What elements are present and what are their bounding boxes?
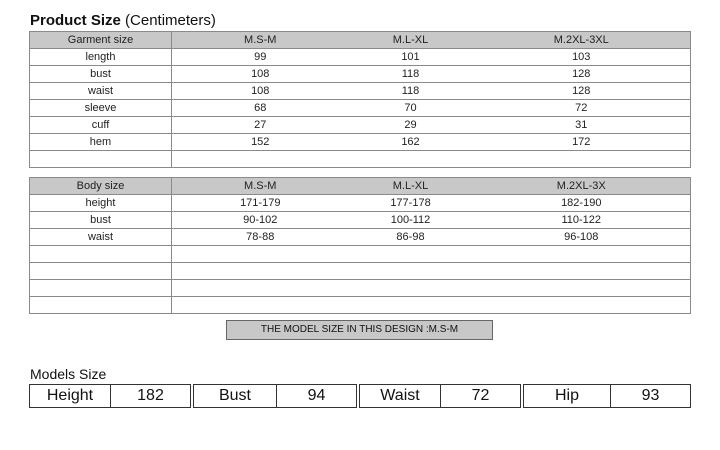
- model-value: 93: [641, 387, 660, 404]
- row-label: bust: [30, 66, 172, 83]
- header-cell: M.2XL-3X: [473, 178, 691, 195]
- table-row-empty: [30, 263, 691, 280]
- table-cell: 96-108: [473, 229, 691, 246]
- table-cell: 68: [172, 100, 349, 117]
- header-cell: Garment size: [30, 32, 172, 49]
- table-row: [30, 83, 691, 100]
- row-label: waist: [30, 229, 172, 246]
- table-row: [30, 100, 691, 117]
- table-row: [30, 229, 691, 246]
- page-title: [30, 12, 216, 29]
- row-label: [30, 297, 172, 314]
- row-label: [30, 280, 172, 297]
- table-cell: 108: [172, 83, 349, 100]
- table-cell: 152: [172, 134, 349, 151]
- row-label: [30, 263, 172, 280]
- row-label: cuff: [30, 117, 172, 134]
- row-label: waist: [30, 83, 172, 100]
- table-row: [30, 117, 691, 134]
- table-cell: 182-190: [473, 195, 691, 212]
- row-label: hem: [30, 134, 172, 151]
- table-row: [30, 195, 691, 212]
- model-hip-box: [523, 384, 691, 408]
- title-unit: (Centimeters): [125, 12, 216, 29]
- table-row: [30, 134, 691, 151]
- header-cell: M.L-XL: [349, 32, 473, 49]
- table-cell: 31: [473, 117, 691, 134]
- table-cell: [172, 280, 691, 297]
- table-cell: 108: [172, 66, 349, 83]
- table-row-empty: [30, 151, 691, 168]
- garment-size-table: [29, 31, 691, 168]
- body-size-table: [29, 177, 691, 314]
- table-row-empty: [30, 297, 691, 314]
- row-label: [30, 151, 172, 168]
- models-size-row: [29, 384, 690, 408]
- row-label: height: [30, 195, 172, 212]
- table-cell: [172, 151, 691, 168]
- table-cell: 101: [349, 49, 473, 66]
- table-cell: 72: [473, 100, 691, 117]
- table-cell: 171-179: [172, 195, 349, 212]
- table-cell: 110-122: [473, 212, 691, 229]
- table-cell: [172, 246, 691, 263]
- table-row-empty: [30, 246, 691, 263]
- table-cell: 172: [473, 134, 691, 151]
- table-cell: 27: [172, 117, 349, 134]
- table-cell: 90-102: [172, 212, 349, 229]
- table-header-row: [30, 178, 691, 195]
- table-header-row: [30, 32, 691, 49]
- model-bust-box: [193, 384, 357, 408]
- model-value: 182: [137, 387, 164, 404]
- table-cell: 100-112: [349, 212, 473, 229]
- header-cell: Body size: [30, 178, 172, 195]
- table-row: [30, 212, 691, 229]
- table-row-empty: [30, 280, 691, 297]
- header-cell: M.S-M: [172, 32, 349, 49]
- table-row: [30, 49, 691, 66]
- table-cell: 128: [473, 83, 691, 100]
- model-label: Hip: [524, 385, 611, 407]
- row-label: bust: [30, 212, 172, 229]
- table-cell: 99: [172, 49, 349, 66]
- table-cell: 118: [349, 83, 473, 100]
- header-cell: M.L-XL: [349, 178, 473, 195]
- header-cell: M.2XL-3XL: [473, 32, 691, 49]
- table-cell: 78-88: [172, 229, 349, 246]
- table-cell: 128: [473, 66, 691, 83]
- row-label: [30, 246, 172, 263]
- model-label: Bust: [194, 385, 277, 407]
- model-label: Height: [30, 385, 111, 407]
- table-cell: 162: [349, 134, 473, 151]
- table-cell: 29: [349, 117, 473, 134]
- model-value: 94: [307, 387, 326, 404]
- model-height-box: [29, 384, 191, 408]
- model-label: Waist: [360, 385, 441, 407]
- models-size-title: Models Size: [30, 366, 107, 382]
- table-cell: 86-98: [349, 229, 473, 246]
- model-size-banner: THE MODEL SIZE IN THIS DESIGN :M.S-M: [226, 320, 493, 340]
- model-value: 72: [471, 387, 490, 404]
- model-waist-box: [359, 384, 521, 408]
- table-cell: 118: [349, 66, 473, 83]
- title-main: Product Size: [30, 12, 121, 29]
- table-row: [30, 66, 691, 83]
- row-label: sleeve: [30, 100, 172, 117]
- header-cell: M.S-M: [172, 178, 349, 195]
- table-cell: [172, 297, 691, 314]
- table-cell: [172, 263, 691, 280]
- table-cell: 70: [349, 100, 473, 117]
- table-cell: 103: [473, 49, 691, 66]
- table-cell: 177-178: [349, 195, 473, 212]
- row-label: length: [30, 49, 172, 66]
